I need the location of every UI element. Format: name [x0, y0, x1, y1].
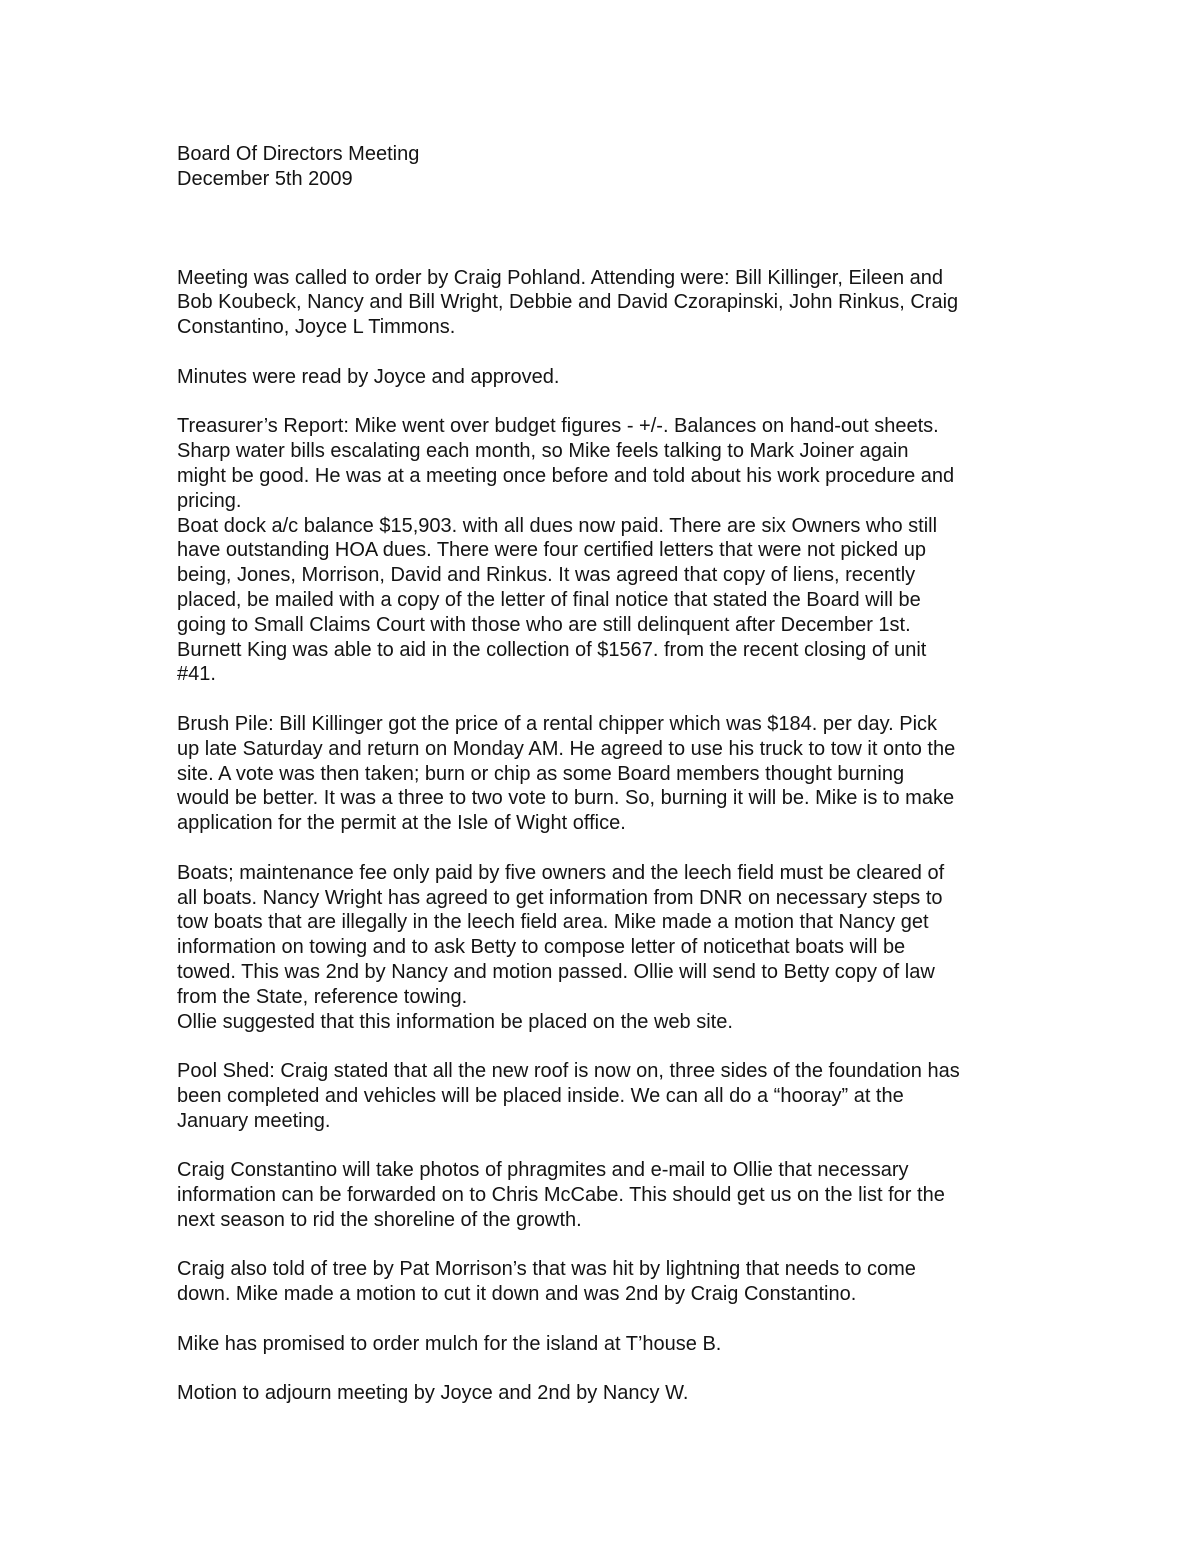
text-line: site. A vote was then taken; burn or chip as some Board members thought burning	[177, 762, 905, 785]
text-line: Bob Koubeck, Nancy and Bill Wright, Debbie and David Czorapinski, John Rinkus, Craig	[177, 291, 959, 314]
text-line: pricing.	[177, 489, 242, 512]
text-line: Treasurer’s Report: Mike went over budget figures - +/-. Balances on hand-out sheets.	[177, 415, 939, 438]
text-line: information can be forwarded on to Chris McCabe. This should get us on the list for the	[177, 1184, 945, 1207]
text-line: Craig also told of tree by Pat Morrison’s that was hit by lightning that needs to come	[177, 1258, 916, 1281]
text-line: Minutes were read by Joyce and approved.	[177, 365, 560, 388]
text-line: Meeting was called to order by Craig Pohland. Attending were: Bill Killinger, Eileen and	[177, 266, 943, 289]
text-line: next season to rid the shoreline of the growth.	[177, 1208, 582, 1231]
document-header	[177, 142, 1047, 192]
text-line: all boats. Nancy Wright has agreed to get information from DNR on necessary steps to	[177, 886, 943, 909]
text-line: down. Mike made a motion to cut it down and was 2nd by Craig Constantino.	[177, 1283, 857, 1306]
text-line: Pool Shed: Craig stated that all the new roof is now on, three sides of the foundation has	[177, 1060, 960, 1083]
text-line: Craig Constantino will take photos of phragmites and e-mail to Ollie that necessary	[177, 1159, 909, 1182]
paragraph-minutes	[177, 365, 1047, 390]
text-line: would be better. It was a three to two vote to burn. So, burning it will be. Mike is to make	[177, 787, 955, 810]
text-line: from the State, reference towing.	[177, 985, 468, 1008]
paragraph-web-site	[177, 1010, 1047, 1035]
text-line: towed. This was 2nd by Nancy and motion passed. Ollie will send to Betty copy of law	[177, 960, 935, 983]
paragraph-adjourn	[177, 1381, 1047, 1406]
text-line: going to Small Claims Court with those who are still delinquent after December 1st.	[177, 613, 911, 636]
text-line: Sharp water bills escalating each month, so Mike feels talking to Mark Joiner again	[177, 440, 909, 463]
text-line: Constantino, Joyce L Timmons.	[177, 316, 456, 339]
text-line: application for the permit at the Isle of Wight office.	[177, 812, 626, 835]
text-line: #41.	[177, 663, 216, 686]
text-line: placed, be mailed with a copy of the letter of final notice that stated the Board will be	[177, 588, 921, 611]
text-line: Boats; maintenance fee only paid by five owners and the leech field must be cleared of	[177, 861, 945, 884]
text-line: tow boats that are illegally in the leech field area. Mike made a motion that Nancy get	[177, 911, 929, 934]
paragraph-mulch	[177, 1332, 1047, 1357]
paragraph-pool-shed	[177, 1059, 1047, 1133]
text-line: Ollie suggested that this information be placed on the web site.	[177, 1010, 733, 1033]
paragraph-treasurer-report	[177, 414, 1047, 513]
paragraph-tree	[177, 1257, 1047, 1307]
text-line: Mike has promised to order mulch for the island at T’house B.	[177, 1332, 722, 1355]
text-line: Motion to adjourn meeting by Joyce and 2nd by Nancy W.	[177, 1382, 689, 1405]
text-line: being, Jones, Morrison, David and Rinkus. It was agreed that copy of liens, recently	[177, 564, 916, 587]
document-date: December 5th 2009	[177, 167, 353, 190]
text-line: have outstanding HOA dues. There were four certified letters that were not picked up	[177, 539, 926, 562]
text-line: up late Saturday and return on Monday AM. He agreed to use his truck to tow it onto the	[177, 737, 956, 760]
text-line: information on towing and to ask Betty to compose letter of noticethat boats will be	[177, 936, 906, 959]
paragraph-boat-dock-balance	[177, 514, 1047, 688]
paragraph-boats	[177, 861, 1047, 1010]
text-line: been completed and vehicles will be placed inside. We can all do a “hooray” at the	[177, 1084, 904, 1107]
text-line: January meeting.	[177, 1109, 331, 1132]
text-line: Burnett King was able to aid in the collection of $1567. from the recent closing of unit	[177, 638, 927, 661]
document-page	[177, 142, 1047, 1431]
text-line: might be good. He was at a meeting once before and told about his work procedure and	[177, 464, 955, 487]
paragraph-phragmites	[177, 1158, 1047, 1232]
paragraph-brush-pile	[177, 712, 1047, 836]
text-line: Brush Pile: Bill Killinger got the price of a rental chipper which was $184. per day. Pick	[177, 712, 938, 735]
paragraph-attendance	[177, 266, 1047, 340]
document-title: Board Of Directors Meeting	[177, 143, 420, 165]
text-line: Boat dock a/c balance $15,903. with all dues now paid. There are six Owners who still	[177, 514, 938, 537]
